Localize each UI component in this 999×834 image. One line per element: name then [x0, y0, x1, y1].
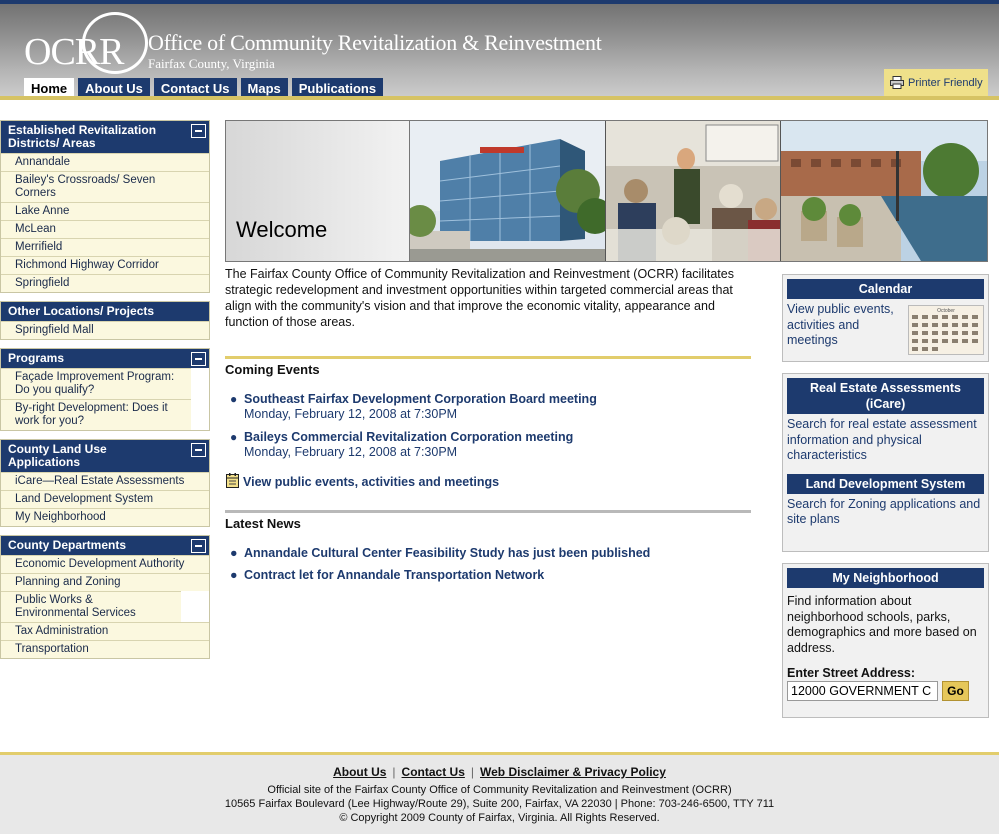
mini-calendar-icon	[908, 305, 984, 358]
neighborhood-description: Find information about neighborhood schools, parks, demographics and more based on address.	[787, 594, 977, 655]
collapse-icon[interactable]	[191, 443, 206, 457]
programs-title: Programs	[8, 351, 65, 365]
sidebar-item-richmond-highway[interactable]: Richmond Highway Corridor	[1, 256, 209, 274]
news-item	[230, 568, 544, 582]
sidebar-item-mclean[interactable]: McLean	[1, 220, 209, 238]
go-button[interactable]: Go	[942, 681, 969, 701]
bullet-icon: ●	[230, 568, 238, 582]
lake-anne-photo	[781, 121, 987, 261]
tab-about-us[interactable]: About Us	[78, 78, 150, 100]
bullet-icon: ●	[230, 430, 238, 444]
intro-paragraph: The Fairfax County Office of Community Revitalization and Reinvestment (OCRR) facilitates strategic redevelopment and investment opportunities within targeted commercial areas that align with the community's vision and that improve the economic vitality, appearance and function of those areas.	[225, 267, 734, 329]
footer-official-site: Official site of the Fairfax County Office of Community Revitalization and Reinvestment (OCRR)	[267, 784, 732, 796]
bullet-icon: ●	[230, 546, 238, 560]
sidebar-item-icare[interactable]: iCare—Real Estate Assessments	[1, 472, 209, 490]
sidebar-item-land-development[interactable]: Land Development System	[1, 490, 209, 508]
calendar-box	[782, 274, 989, 362]
left-sidebar	[0, 120, 210, 667]
land-development-heading: Land Development System	[787, 474, 984, 494]
meeting-photo	[606, 121, 782, 261]
welcome-panel	[226, 121, 410, 261]
building-photo	[410, 121, 606, 261]
assessments-box	[782, 373, 989, 552]
news-link[interactable]: Annandale Cultural Center Feasibility Study has just been published	[244, 546, 651, 560]
printer-friendly-button[interactable]	[884, 69, 988, 96]
sidebar-item-facade-program[interactable]: Façade Improvement Program: Do you qualify?	[1, 368, 191, 399]
footer-separator: |	[470, 765, 475, 779]
footer-link-about-us[interactable]: About Us	[333, 765, 387, 779]
bullet-icon: ●	[230, 392, 238, 406]
news-item	[230, 546, 650, 560]
calendar-link[interactable]: View public events, activities and meetings	[787, 302, 894, 347]
event-title-link[interactable]: Baileys Commercial Revitalization Corporation meeting	[244, 430, 574, 444]
collapse-icon[interactable]	[191, 124, 206, 138]
sidebar-item-my-neighborhood[interactable]: My Neighborhood	[1, 508, 209, 526]
footer-copyright: © Copyright 2009 County of Fairfax, Virginia. All Rights Reserved.	[339, 812, 660, 824]
address-row	[787, 681, 984, 701]
sidebar-item-public-works[interactable]: Public Works & Environmental Services	[1, 591, 181, 622]
collapse-icon[interactable]	[191, 539, 206, 553]
news-divider	[225, 510, 751, 513]
coming-events-title: Coming Events	[225, 362, 320, 377]
event-date: Monday, February 12, 2008 at 7:30PM	[244, 407, 458, 421]
sidebar-item-economic-development[interactable]: Economic Development Authority	[1, 555, 209, 573]
welcome-banner	[225, 120, 988, 262]
land-use-header	[1, 440, 209, 472]
neighborhood-heading: My Neighborhood	[787, 568, 984, 588]
tab-maps[interactable]: Maps	[241, 78, 288, 100]
sidebar-item-merrifield[interactable]: Merrifield	[1, 238, 209, 256]
sidebar-item-by-right-development[interactable]: By-right Development: Does it work for you?	[1, 399, 191, 430]
printer-icon	[890, 76, 904, 89]
other-locations-header	[1, 302, 209, 321]
mini-calendar-month: October	[937, 308, 955, 314]
sidebar-item-springfield[interactable]: Springfield	[1, 274, 209, 292]
departments-section	[0, 535, 210, 659]
ocrr-logo[interactable]	[22, 12, 146, 74]
address-label: Enter Street Address:	[787, 666, 916, 680]
site-footer	[0, 752, 999, 834]
collapse-icon[interactable]	[191, 352, 206, 366]
view-events-link[interactable]	[226, 473, 499, 491]
header-bottom-stripe	[0, 96, 999, 100]
assessments-heading: Real Estate Assessments (iCare)	[787, 378, 984, 414]
site-title: Office of Community Revitalization & Reinvestment	[148, 30, 602, 55]
sidebar-item-tax-administration[interactable]: Tax Administration	[1, 622, 209, 640]
assessments-link[interactable]: Search for real estate assessment information and physical characteristics	[787, 417, 977, 462]
sidebar-item-lake-anne[interactable]: Lake Anne	[1, 202, 209, 220]
latest-news-title: Latest News	[225, 516, 301, 531]
other-locations-section	[0, 301, 210, 340]
departments-title: County Departments	[8, 538, 127, 552]
view-events-label: View public events, activities and meetings	[243, 475, 500, 489]
districts-section	[0, 120, 210, 293]
footer-link-contact-us[interactable]: Contact Us	[401, 765, 465, 779]
land-use-title: County Land Use Applications	[8, 442, 107, 469]
sidebar-item-transportation[interactable]: Transportation	[1, 640, 209, 658]
neighborhood-box	[782, 563, 989, 718]
other-locations-title: Other Locations/ Projects	[8, 304, 155, 318]
footer-address: 10565 Fairfax Boulevard (Lee Highway/Route 29), Suite 200, Fairfax, VA 22030 | Phone: 703-246-6500, TTY 711	[224, 798, 775, 810]
districts-title: Established Revitalization Districts/ Areas	[8, 123, 157, 150]
sidebar-item-springfield-mall[interactable]: Springfield Mall	[1, 321, 209, 339]
footer-separator: |	[392, 765, 396, 779]
calendar-heading: Calendar	[787, 279, 984, 299]
site-header	[0, 0, 999, 100]
sidebar-item-planning-zoning[interactable]: Planning and Zoning	[1, 573, 209, 591]
event-item	[230, 430, 573, 460]
street-address-input[interactable]	[787, 681, 938, 701]
land-development-link[interactable]: Search for Zoning applications and site plans	[787, 496, 981, 526]
site-subtitle: Fairfax County, Virginia	[148, 56, 275, 71]
footer-link-disclaimer[interactable]: Web Disclaimer & Privacy Policy	[480, 765, 666, 779]
land-use-section	[0, 439, 210, 527]
sidebar-item-baileys-crossroads[interactable]: Bailey's Crossroads/ Seven Corners	[1, 171, 209, 202]
calendar-icon	[226, 473, 239, 491]
event-title-link[interactable]: Southeast Fairfax Development Corporation Board meeting	[244, 392, 597, 406]
news-link[interactable]: Contract let for Annandale Transportation Network	[244, 568, 545, 582]
programs-header	[1, 349, 209, 368]
tab-home[interactable]: Home	[24, 78, 74, 100]
event-item	[230, 392, 597, 422]
footer-links	[0, 765, 999, 779]
event-date: Monday, February 12, 2008 at 7:30PM	[244, 445, 458, 459]
tab-publications[interactable]: Publications	[292, 78, 383, 100]
header-top-stripe	[0, 0, 999, 4]
logo-text: OCRR	[24, 31, 124, 73]
tab-contact-us[interactable]: Contact Us	[154, 78, 237, 100]
welcome-heading: Welcome	[236, 217, 328, 242]
printer-friendly-label: Printer Friendly	[908, 76, 983, 89]
districts-header	[1, 121, 209, 153]
departments-header	[1, 536, 209, 555]
events-divider	[225, 356, 751, 359]
programs-section	[0, 348, 210, 431]
sidebar-item-annandale[interactable]: Annandale	[1, 153, 209, 171]
